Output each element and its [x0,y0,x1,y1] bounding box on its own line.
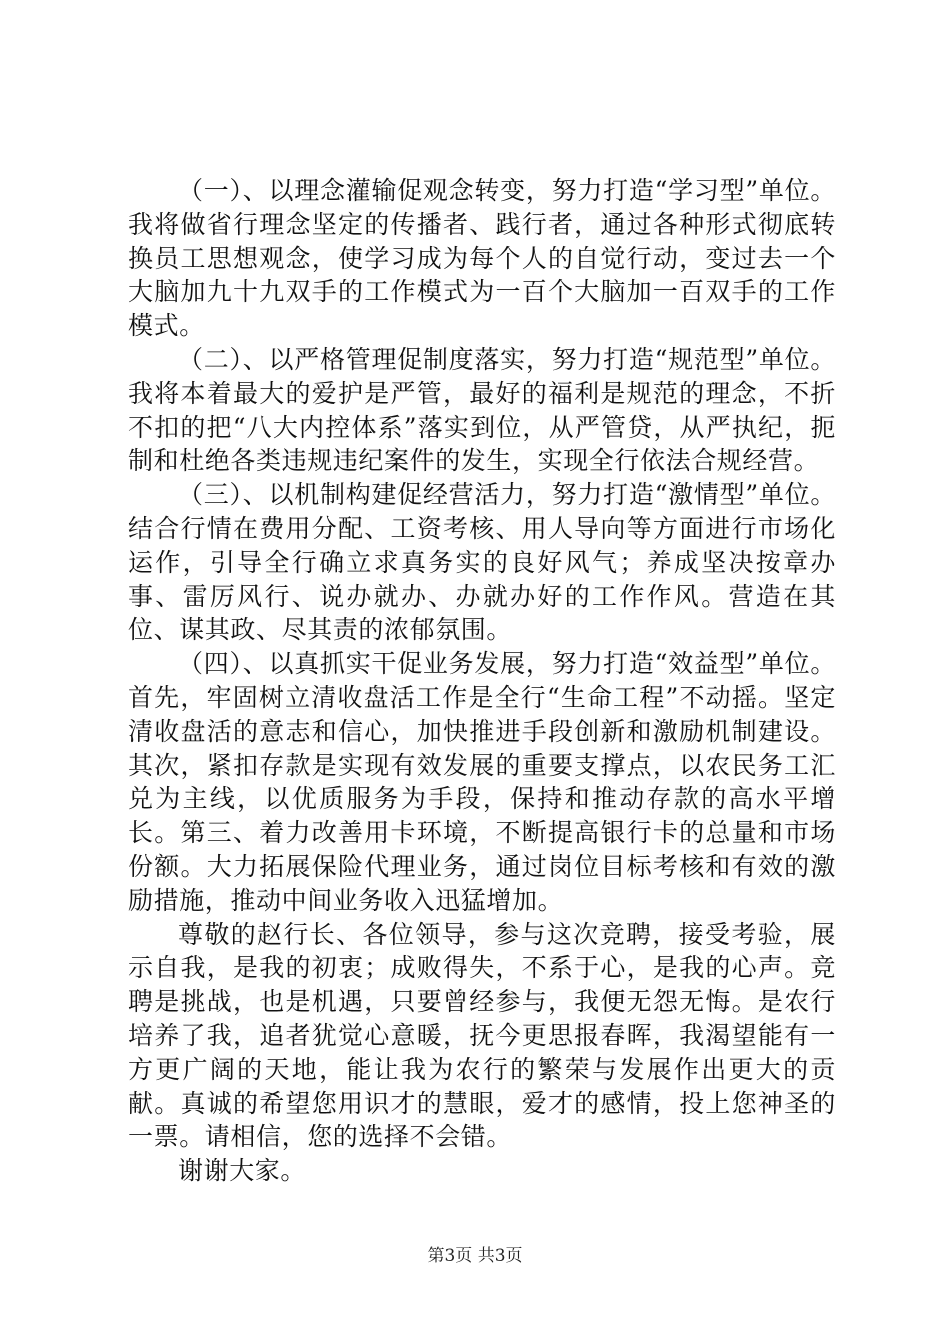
paragraph-5: 尊敬的赵行长、各位领导，参与这次竞聘，接受考验，展示自我，是我的初衷；成败得失，不系于心，是我的心声。竞聘是挑战，也是机遇，只要曾经参与，我便无怨无悔。是农行培养了我，追者犹觉心意暖，抚今更思报春晖，我渴望能有一方更广阔的天地，能让我为农行的繁荣与发展作出更大的贡献。真诚的希望您用识才的慧眼，爱才的感情，投上您神圣的一票。请相信，您的选择不会错。 [128,919,836,1152]
document-body [128,174,836,1188]
paragraph-2: （二）、以严格管理促制度落实，努力打造“规范型”单位。我将本着最大的爱护是严管，最好的福利是规范的理念，不折不扣的把“八大内控体系”落实到位，从严管贷，从严执纪，扼制和杜绝各类违规违纪案件的发生，实现全行依法合规经营。 [128,344,836,476]
paragraph-1: （一）、以理念灌输促观念转变，努力打造“学习型”单位。我将做省行理念坚定的传播者、践行者，通过各种形式彻底转换员工思想观念，使学习成为每个人的自觉行动，变过去一个大脑加九十九双手的工作模式为一百个大脑加一百双手的工作模式。 [128,176,836,341]
paragraph-4: （四）、以真抓实干促业务发展，努力打造“效益型”单位。首先，牢固树立清收盘活工作是全行“生命工程”不动摇。坚定清收盘活的意志和信心，加快推进手段创新和激励机制建设。其次，紧扣存款是实现有效发展的重要支撑点，以农民务工汇兑为主线，以优质服务为手段，保持和推动存款的高水平增长。第三、着力改善用卡环境，不断提高银行卡的总量和市场份额。大力拓展保险代理业务，通过岗位目标考核和有效的激励措施，推动中间业务收入迅猛增加。 [128,649,836,915]
page-number-footer: 第3页 共3页 [427,1246,523,1266]
paragraph-3: （三）、以机制构建促经营活力，努力打造“激情型”单位。结合行情在费用分配、工资考核、用人导向等方面进行市场化运作，引导全行确立求真务实的良好风气；养成坚决按章办事、雷厉风行、说办就办、办就办好的工作作风。营造在其位、谋其政、尽其责的浓郁氛围。 [128,480,836,645]
paragraph-6: 谢谢大家。 [178,1156,307,1186]
